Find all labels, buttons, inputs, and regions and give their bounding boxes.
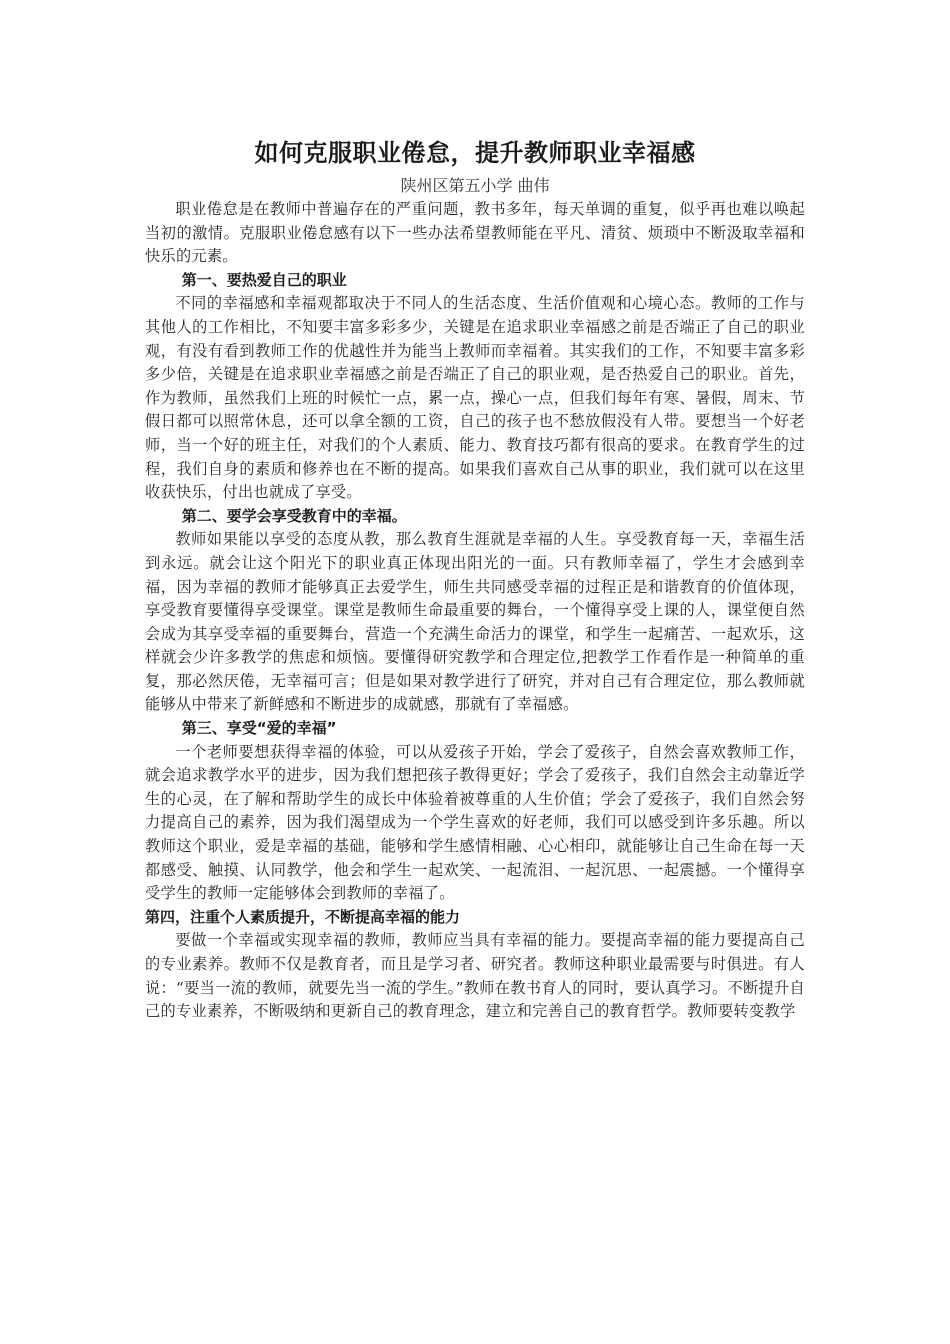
section-4-body: 要做一个幸福或实现幸福的教师，教师应当具有幸福的能力。要提高幸福的能力要提高自己的专业素养。教师不仅是教育者，而且是学习者、研究者。教师这种职业最需要与时俱进。有人说：“要当一流的教师，就要先当一流的学生。”教师在教书育人的同时，要认真学习。不断提升自己的专业素养，不断吸纳和更新自己的教育理念，建立和完善自己的教育哲学。教师要转变教学 <box>145 931 805 1021</box>
document-author: 陕州区第五小学 曲伟 <box>400 176 550 195</box>
document-title: 如何克服职业倦怠，提升教师职业幸福感 <box>254 139 696 167</box>
section-1-body: 不同的幸福感和幸福观都取决于不同人的生活态度、生活价值观和心境心态。教师的工作与其他人的工作相比，不知要丰富多彩多少，关键是在追求职业幸福感之前是否端正了自己的职业观，有没有看到教师工作的优越性并为能当上教师而幸福着。其实我们的工作，不知要丰富多彩多少倍，关键是在追求职业幸福感之前是否端正了自己的职业观，是否热爱自己的职业。首先，作为教师，虽然我们上班的时候忙一点，累一点，操心一点，但我们每年有寒、暑假，周末、节假日都可以照常休息，还可以拿全额的工资，自己的孩子也不愁放假没有人带。要想当一个好老师，当一个好的班主任，对我们的个人素质、能力、教育技巧都有很高的要求。在教育学生的过程，我们自身的素质和修养也在不断的提高。如果我们喜欢自己从事的职业，我们就可以在这里收获快乐，付出也就成了享受。 <box>145 294 805 502</box>
section-2-body: 教师如果能以享受的态度从教，那么教育生涯就是幸福的人生。享受教育每一天，幸福生活到永远。就会让这个阳光下的职业真正体现出阳光的一面。只有教师幸福了，学生才会感到幸福，因为幸福的教师才能够真正去爱学生，师生共同感受幸福的过程正是和谐教育的价值体现，享受教育要懂得享受课堂。课堂是教师生命最重要的舞台，一个懂得享受上课的人，课堂便自然会成为其享受幸福的重要舞台，营造一个充满生命活力的课堂，和学生一起痛苦、一起欢乐，这样就会少许多教学的焦虑和烦恼。要懂得研究教学和合理定位,把教学工作看作是一种简单的重复，那必然厌倦，无幸福可言；但是如果对教学进行了研究，并对自己有合理定位，那么教师就能够从中带来了新鲜感和不断进步的成就感，那就有了幸福感。 <box>145 530 805 714</box>
intro-paragraph: 职业倦怠是在教师中普遍存在的严重问题，教书多年，每天单调的重复，似乎再也难以唤起当初的激情。克服职业倦怠感有以下一些办法希望教师能在平凡、清贫、烦琐中不断汲取幸福和快乐的元素。 <box>145 200 805 266</box>
section-2-heading: 第二、要学会享受教育中的幸福。 <box>181 506 407 525</box>
section-4-heading: 第四，注重个人素质提升，不断提高幸福的能力 <box>145 907 461 926</box>
document-page <box>145 136 805 1024</box>
section-3-heading: 第三、享受“爱的幸福” <box>181 719 337 738</box>
section-1-heading: 第一、要热爱自己的职业 <box>181 270 347 289</box>
section-3-body: 一个老师要想获得幸福的体验，可以从爱孩子开始，学会了爱孩子，自然会喜欢教师工作，就会追求教学水平的进步，因为我们想把孩子教得更好；学会了爱孩子，我们自然会主动靠近学生的心灵，在了解和帮助学生的成长中体验着被尊重的人生价值；学会了爱孩子，我们自然会努力提高自己的素养，因为我们渴望成为一个学生喜欢的好老师，我们可以感受到许多乐趣。所以教师这个职业，爱是幸福的基础，能够和学生感情相融、心心相印，就能够让自己生命在每一天都感受、触摸、认同教学，他会和学生一起欢笑、一起流泪、一起沉思、一起震撼。一个懂得享受学生的教师一定能够体会到教师的幸福了。 <box>145 742 805 903</box>
